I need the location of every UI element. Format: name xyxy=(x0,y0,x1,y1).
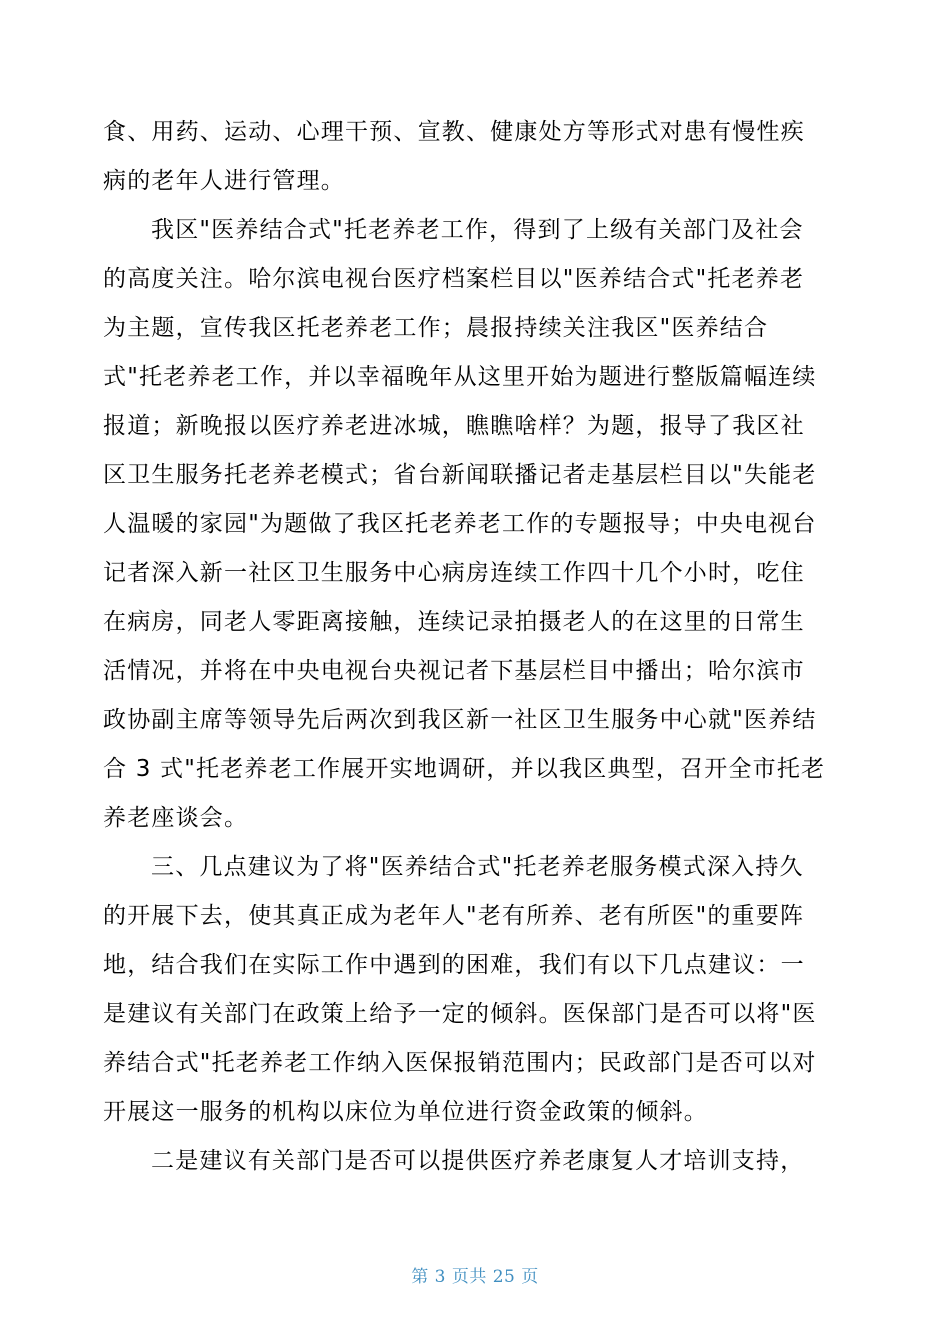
text-line: 人温暖的家园"为题做了我区托老养老工作的专题报导；中央电视台 xyxy=(103,511,817,537)
text-line: 食、用药、运动、心理干预、宣教、健康处方等形式对患有慢性疾 xyxy=(103,119,805,145)
text-line: 地，结合我们在实际工作中遇到的困难，我们有以下几点建议：一 xyxy=(103,952,805,978)
text-line: 病的老年人进行管理。 xyxy=(103,168,345,194)
text-line: 报道；新晚报以医疗养老进冰城，瞧瞧啥样？为题，报导了我区社 xyxy=(103,413,805,439)
paragraph-start-line: 二是建议有关部门是否可以提供医疗养老康复人才培训支持， xyxy=(151,1148,805,1174)
text-line: 式"托老养老工作，并以幸福晚年从这里开始为题进行整版篇幅连续 xyxy=(103,364,817,390)
text-line: 合 3 式"托老养老工作展开实地调研，并以我区典型，召开全市托老 xyxy=(103,756,826,782)
text-line: 为主题，宣传我区托老养老工作；晨报持续关注我区"医养结合 xyxy=(103,315,769,341)
text-line: 在病房，同老人零距离接触，连续记录拍摄老人的在这里的日常生 xyxy=(103,609,805,635)
text-line: 是建议有关部门在政策上给予一定的倾斜。医保部门是否可以将"医 xyxy=(103,1001,817,1027)
text-line: 活情况，并将在中央电视台央视记者下基层栏目中播出；哈尔滨市 xyxy=(103,658,805,684)
text-line: 的开展下去，使其真正成为老年人"老有所养、老有所医"的重要阵 xyxy=(103,903,805,929)
text-line: 记者深入新一社区卫生服务中心病房连续工作四十几个小时，吃住 xyxy=(103,560,805,586)
paragraph-start-line: 三、几点建议为了将"医养结合式"托老养老服务模式深入持久 xyxy=(151,854,804,880)
text-line: 养老座谈会。 xyxy=(103,805,249,831)
text-line: 的高度关注。哈尔滨电视台医疗档案栏目以"医养结合式"托老养老 xyxy=(103,266,805,292)
page-number-footer: 第 3 页共 25 页 xyxy=(411,1267,539,1287)
text-line: 养结合式"托老养老工作纳入医保报销范围内；民政部门是否可以对 xyxy=(103,1050,817,1076)
text-line: 开展这一服务的机构以床位为单位进行资金政策的倾斜。 xyxy=(103,1099,708,1125)
text-line: 区卫生服务托老养老模式；省台新闻联播记者走基层栏目以"失能老 xyxy=(103,462,817,488)
paragraph-start-line: 我区"医养结合式"托老养老工作，得到了上级有关部门及社会 xyxy=(151,217,804,243)
document-body xyxy=(103,108,843,1186)
text-line: 政协副主席等领导先后两次到我区新一社区卫生服务中心就"医养结 xyxy=(103,707,817,733)
